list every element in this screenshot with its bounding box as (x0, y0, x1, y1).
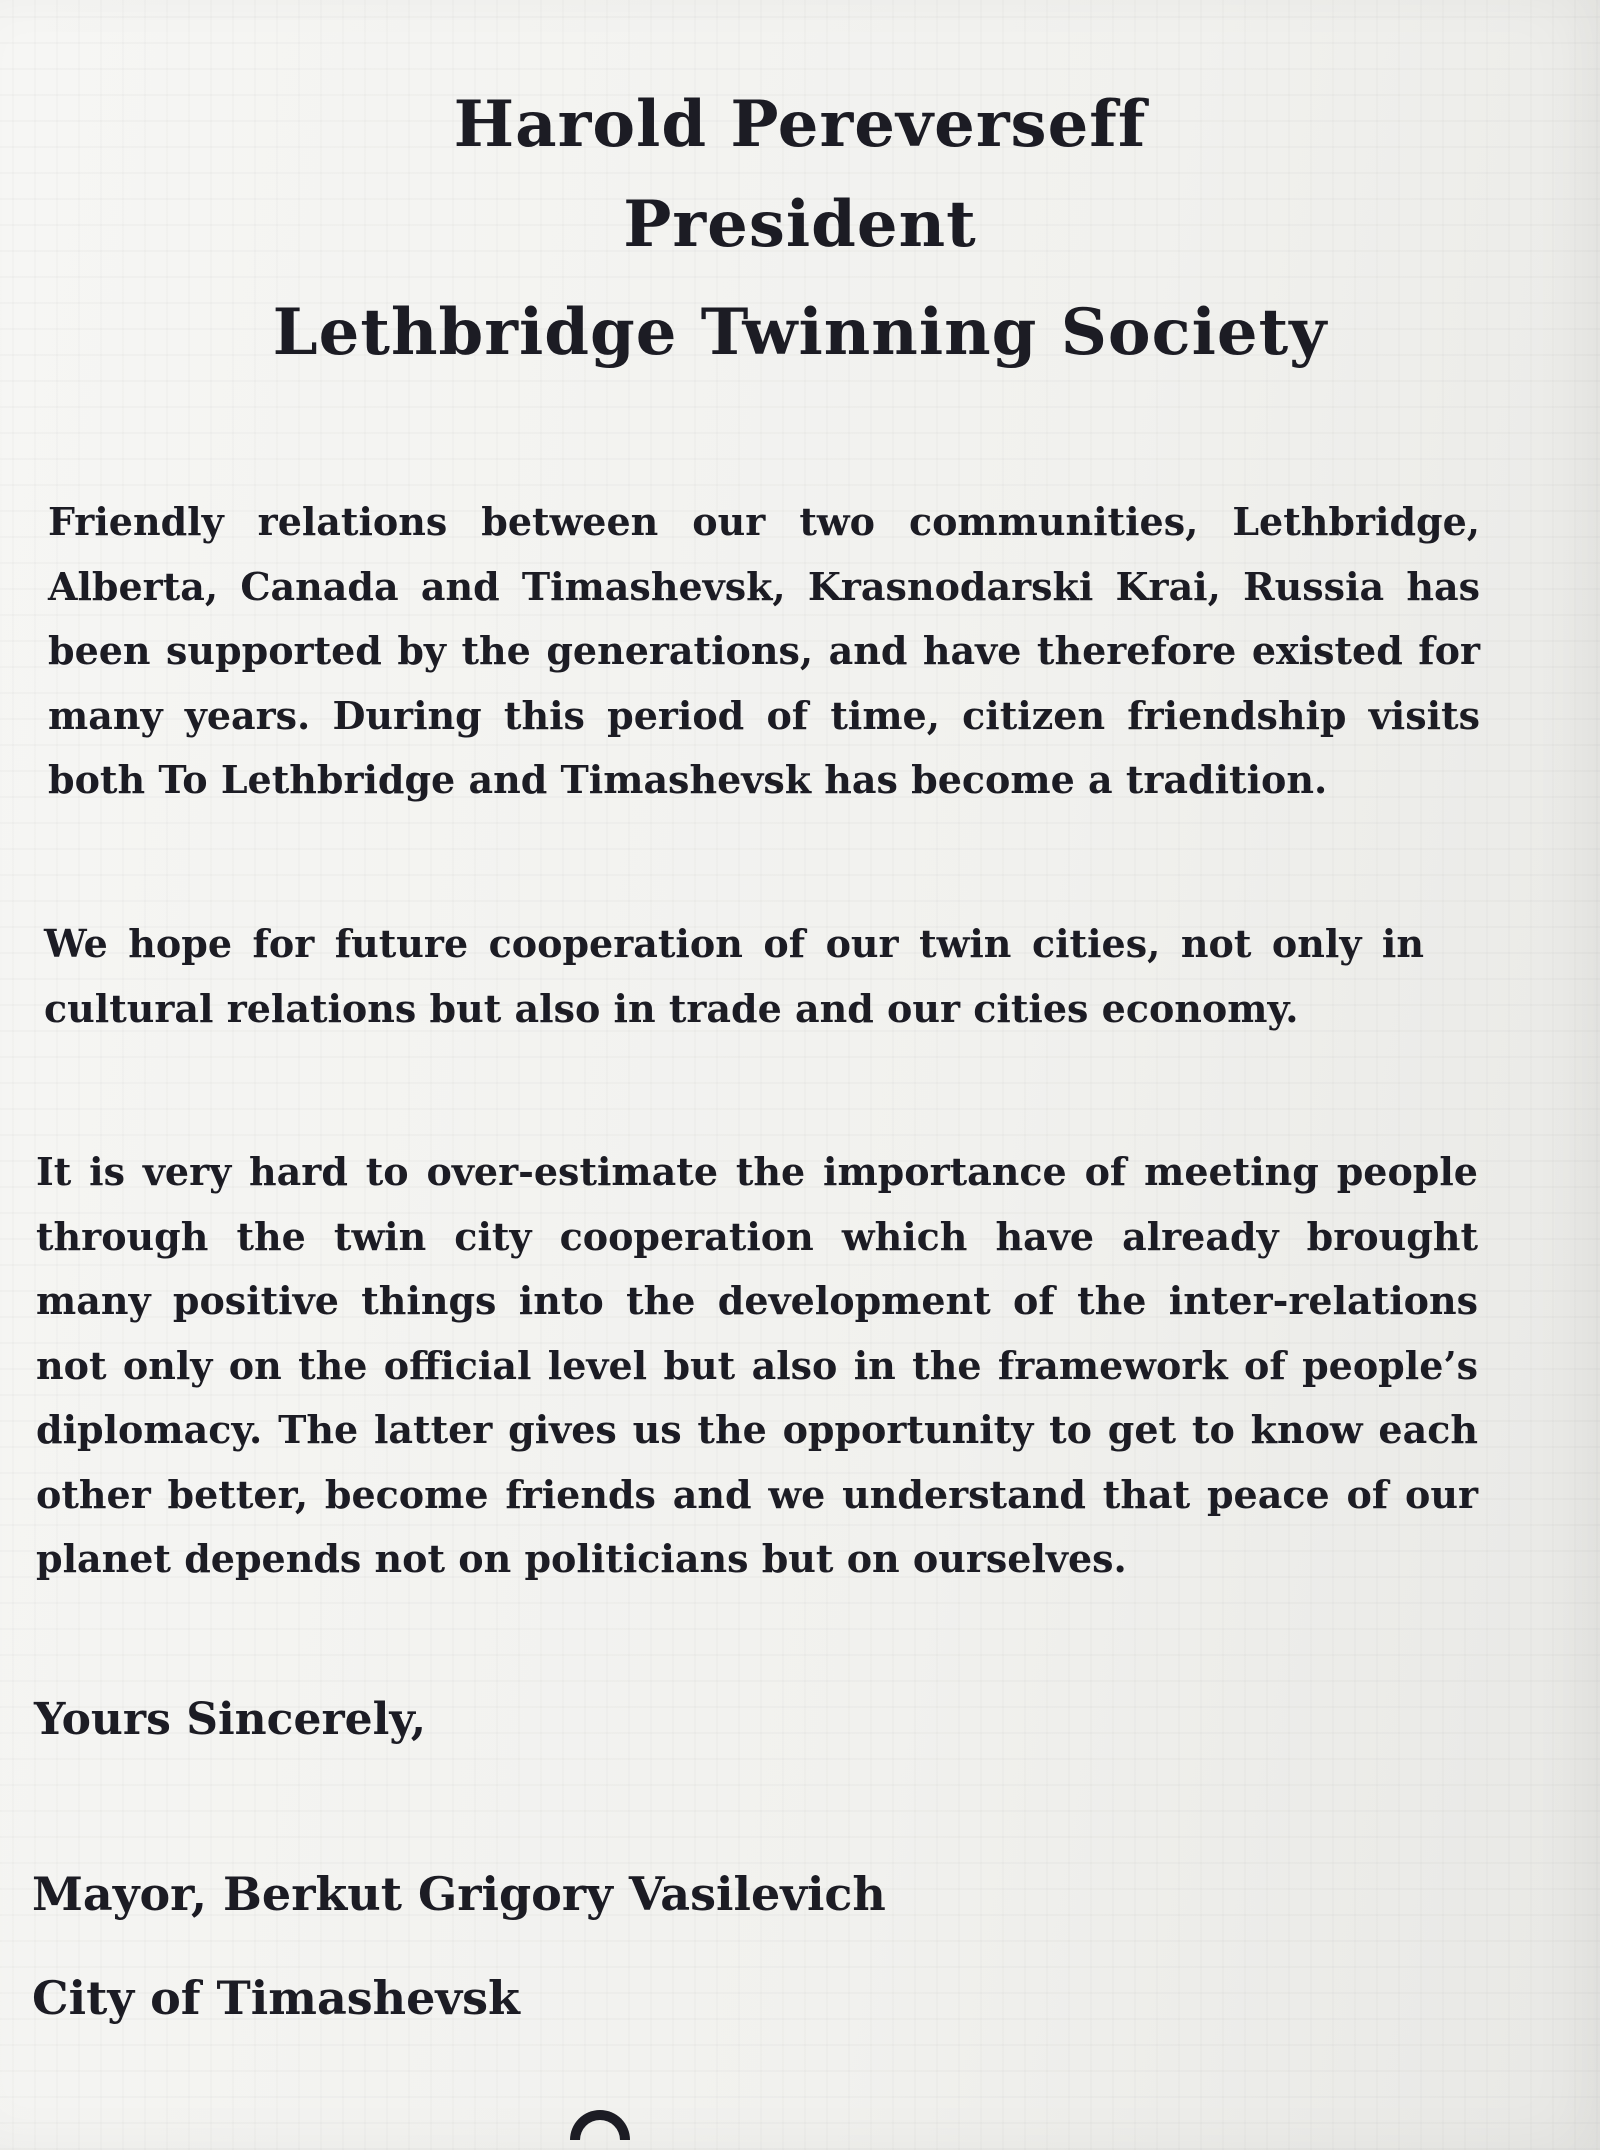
signer-city: City of Timashevsk (32, 1971, 520, 2025)
body-paragraph-3: It is very hard to over-estimate the importance of meeting people through the twin city cooperation which have already brought many positive things into the development of the inter-relations not only on the official level but also in the framework of people’s diplomacy. The latter gives us the opportunity to get to know each other better, become friends and we understand that peace of our planet depends not on politicians but on ourselves. (36, 1149, 1478, 1581)
addressee-name: Harold Pereverseff (453, 87, 1147, 162)
closing-salutation: Yours Sincerely, (34, 1694, 427, 1745)
signer-title-name: Mayor, Berkut Grigory Vasilevich (32, 1867, 886, 1921)
body-paragraph-1: Friendly relations between our two communities, Lethbridge, Alberta, Canada and Timashevsk, Krasnodarski Krai, Russia has been supported by the generations, and have therefore existed for many years. During this period of time, citizen friendship visits both To Lethbridge and Timashevsk has become a tradition. (48, 499, 1480, 802)
addressee-organization: Lethbridge Twinning Society (272, 295, 1328, 370)
body-paragraph-2: We hope for future cooperation of our twin cities, not only in cultural relations but also in trade and our cities economy. (44, 921, 1424, 1031)
cropped-text-fragment (540, 2110, 870, 2140)
addressee-position: President (623, 187, 977, 262)
